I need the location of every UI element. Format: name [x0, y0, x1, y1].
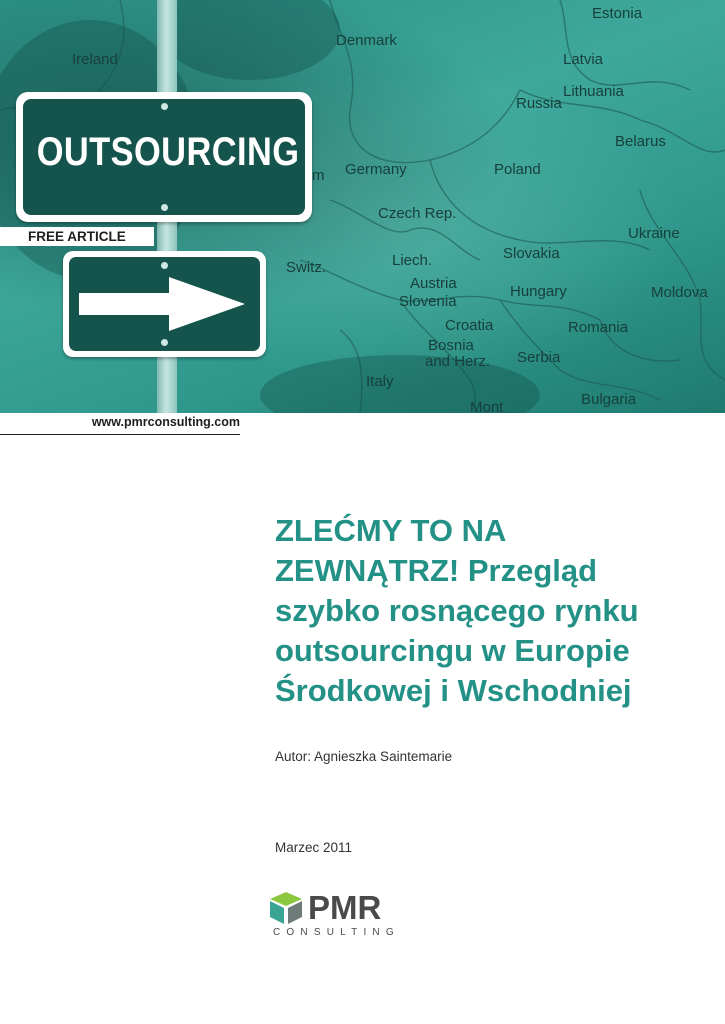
rivet-icon [161, 204, 168, 211]
article-date: Marzec 2011 [275, 840, 353, 855]
map-label: Liech. [392, 252, 433, 269]
map-label: Serbia [517, 349, 561, 366]
map-label: Slovenia [399, 293, 457, 310]
outsourcing-sign [16, 92, 312, 222]
map-label: and Herz. [425, 353, 491, 370]
pmr-logo [268, 890, 408, 940]
map-label: Poland [494, 161, 541, 178]
map-label: Russia [516, 95, 562, 112]
pmr-cube-logo-icon [268, 890, 304, 926]
map-label: Bulgaria [581, 391, 637, 408]
map-label: Italy [366, 373, 394, 390]
title-line: ZLEĆMY TO NA [275, 513, 507, 548]
map-label: Lithuania [563, 83, 624, 100]
map-label: Hungary [510, 283, 567, 300]
map-label: Slovakia [503, 245, 560, 262]
rivet-icon [161, 103, 168, 110]
free-article-label: FREE ARTICLE [0, 227, 154, 246]
map-label: Belarus [615, 133, 666, 150]
title-line: ZEWNĄTRZ! Przegląd [275, 553, 598, 588]
map-label: Germany [345, 161, 407, 178]
map-label: Croatia [445, 317, 494, 334]
map-label: Moldova [651, 284, 708, 301]
title-line: szybko rosnącego rynku [275, 593, 639, 628]
website-link[interactable]: www.pmrconsulting.com [0, 415, 240, 435]
right-arrow-icon [77, 275, 249, 333]
map-label: Romania [568, 319, 629, 336]
sign-text: OUTSOURCING [36, 130, 300, 174]
map-label: Austria [410, 275, 457, 292]
map-label: Ukraine [628, 225, 680, 242]
logo-name: PMR [308, 889, 382, 926]
arrow-sign [63, 251, 266, 357]
rivet-icon [161, 262, 168, 269]
article-title [275, 511, 695, 711]
map-label: Mont [470, 399, 504, 413]
map-label: Ireland [72, 51, 118, 68]
map-label: Bosnia [428, 337, 474, 354]
header-banner [0, 0, 725, 413]
map-label: Switz. [286, 259, 327, 276]
title-line: Środkowej i Wschodniej [275, 673, 632, 708]
map-label: Latvia [563, 51, 604, 68]
map-label: Denmark [336, 32, 397, 49]
map-label: Czech Rep. [378, 205, 457, 222]
rivet-icon [161, 339, 168, 346]
map-label: Estonia [592, 5, 643, 22]
logo-subtitle: CONSULTING [273, 927, 400, 938]
title-line: outsourcingu w Europie [275, 633, 630, 668]
article-author: Autor: Agnieszka Saintemarie [275, 749, 453, 764]
map-label: m [312, 167, 325, 184]
